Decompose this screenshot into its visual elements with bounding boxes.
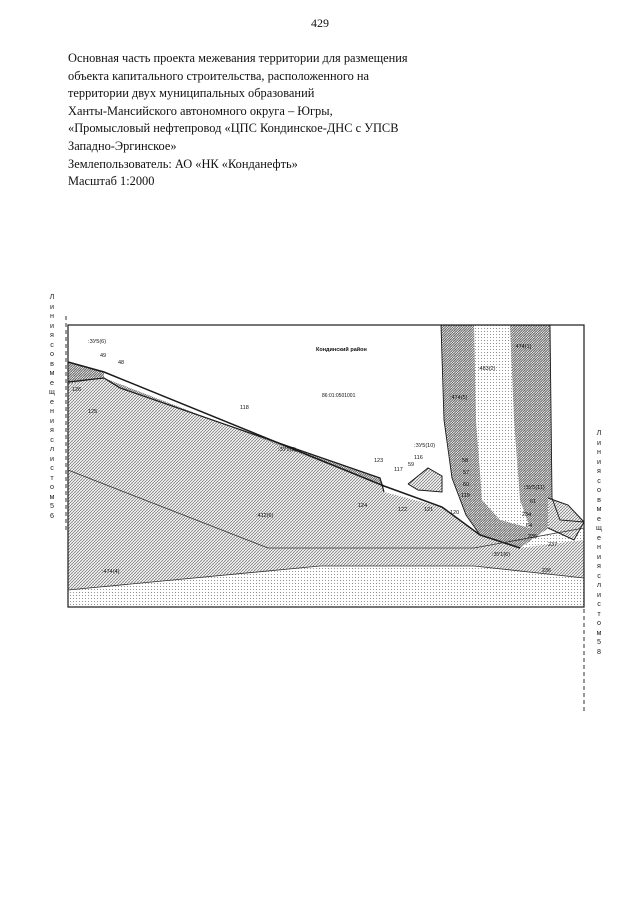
point-label-57: 57	[463, 470, 470, 476]
side-label-char: 6	[50, 510, 54, 520]
side-label-char: л	[596, 580, 602, 589]
scale-line: Масштаб 1:2000	[68, 174, 155, 189]
side-label-char: н	[597, 542, 601, 551]
side-label-char: о	[597, 618, 601, 627]
parcel-label-zu1-5: :ЗУ1(5)	[278, 447, 297, 453]
side-label-char: т	[50, 472, 54, 482]
point-label-116: 116	[414, 455, 423, 461]
side-label-char: е	[50, 377, 54, 387]
side-label-char: я	[50, 330, 54, 339]
side-label-char: и	[596, 589, 601, 599]
parcel-label-zu5-11: :ЗУ5(11)	[524, 485, 545, 491]
side-label-char: Л	[49, 292, 55, 301]
side-label-char: м	[596, 504, 602, 513]
side-label-char: н	[597, 447, 601, 456]
parcel-label-zu1-6: :ЗУ1(6)	[492, 552, 511, 558]
side-label-char: я	[50, 425, 54, 434]
point-label-125: 125	[88, 409, 98, 415]
side-label-char: и	[49, 320, 54, 330]
side-label-char: м	[49, 368, 55, 377]
side-label-char: о	[597, 485, 601, 494]
cadastral-quarter-label: 86:01:0501001	[322, 393, 356, 399]
side-label-char: щ	[596, 523, 602, 532]
point-label-64: 64	[526, 523, 533, 529]
point-label-123: 123	[374, 458, 384, 464]
side-label-char: е	[50, 396, 54, 406]
point-label-58: 58	[462, 458, 469, 464]
side-label-char: н	[50, 406, 54, 415]
parcel-label-zu5-6: :ЗУ5(6)	[88, 339, 107, 345]
point-label-61: 61	[530, 499, 537, 505]
side-label-char: 8	[597, 646, 601, 656]
side-label-char: я	[597, 561, 601, 570]
side-label-char: и	[49, 301, 54, 311]
side-label-char: и	[596, 456, 601, 466]
side-label-char: м	[49, 491, 55, 501]
side-label-char: и	[596, 551, 601, 561]
side-label-char: и	[49, 453, 54, 463]
side-label-char: с	[50, 434, 54, 444]
side-label-char: с	[50, 339, 54, 349]
point-label-117: 117	[394, 467, 403, 473]
land-user-line: Землепользователь: АО «НК «Конданефть»	[68, 156, 298, 171]
side-label-char: 5	[50, 501, 54, 510]
side-label-char: и	[596, 437, 601, 447]
point-label-59: 59	[408, 462, 415, 468]
side-label-char: с	[597, 475, 601, 485]
parcel-label-474-1: :474(1)	[514, 344, 532, 350]
point-label-49: 49	[100, 353, 107, 359]
point-label-234: 234	[522, 512, 532, 518]
page-number: 429	[311, 16, 329, 30]
point-label-237: 237	[548, 542, 558, 548]
side-label-char: е	[597, 532, 601, 542]
header-line: Ханты-Мансийского автономного округа – Югры,	[68, 103, 333, 118]
parcel-label-474-5: :474(5)	[450, 395, 468, 401]
header-line: Западно-Эргинское»	[68, 138, 177, 153]
side-label-char: с	[597, 570, 601, 580]
point-label-235: 235	[528, 534, 538, 540]
side-label-char: в	[597, 494, 601, 504]
side-label-char: и	[49, 415, 54, 425]
district-label: Кондинский район	[316, 347, 367, 353]
side-label-char: н	[50, 311, 54, 320]
header-line: «Промысловый нефтепровод «ЦПС Кондинское-ДНС с УПСВ	[68, 121, 399, 136]
side-label-char: в	[50, 358, 54, 368]
parcel-label-483-2: :483(2)	[478, 366, 496, 372]
parcel-label-412-6: :412(6)	[256, 513, 274, 519]
header-line: территории двух муниципальных образований	[68, 86, 315, 101]
corridor-east-edge	[550, 325, 584, 522]
point-label-119: 119	[461, 493, 470, 499]
side-label-char: о	[50, 482, 54, 491]
point-label-122: 122	[398, 507, 408, 513]
side-label-char: с	[50, 463, 54, 472]
point-label-126: 126	[72, 387, 82, 393]
side-label-char: щ	[49, 387, 55, 396]
side-label-char: 5	[597, 637, 601, 646]
side-label-char: Л	[596, 428, 602, 437]
side-label-char: л	[49, 444, 55, 453]
parcel-label-zu5-10: :ЗУ5(10)	[414, 443, 436, 449]
side-label-char: м	[596, 627, 602, 637]
point-label-118: 118	[240, 405, 249, 411]
point-label-48: 48	[118, 360, 125, 366]
point-label-124: 124	[358, 503, 368, 509]
point-label-121: 121	[424, 507, 434, 513]
header-line: объекта капитального строительства, расположенного на	[68, 68, 370, 83]
header-line: Основная часть проекта межевания территории для размещения	[68, 51, 408, 65]
side-label-char: т	[597, 608, 601, 618]
point-label-60: 60	[463, 482, 470, 488]
side-label-char: с	[597, 599, 601, 608]
parcel-label-474-4: :474(4)	[102, 569, 120, 575]
point-label-120: 120	[450, 510, 460, 516]
side-label-char: о	[50, 349, 54, 358]
side-label-char: е	[597, 513, 601, 523]
point-label-236: 236	[542, 568, 552, 574]
side-label-char: я	[597, 466, 601, 475]
